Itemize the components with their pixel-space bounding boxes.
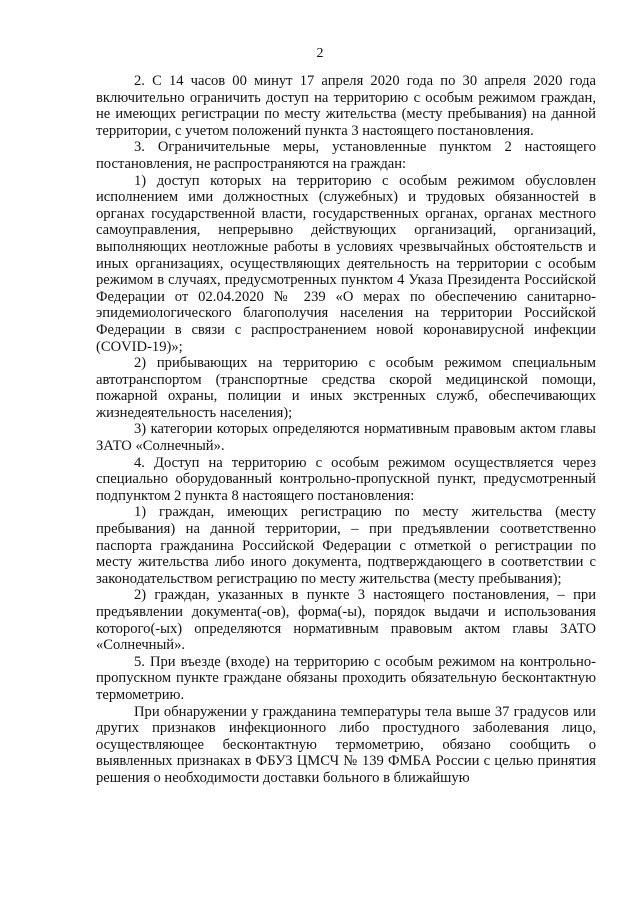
paragraph-item-2: 2. С 14 часов 00 минут 17 апреля 2020 года по 30 апреля 2020 года включительно ограничить доступ на территорию с особым режимом граждан, не имеющих регистрации по месту жительства (месту пребывания) на данной территории, с учетом положений пункта 3 настоящего постановления. bbox=[96, 73, 596, 139]
paragraph-item-4: 4. Доступ на территорию с особым режимом осуществляется через специально оборудованный контрольно-пропускной пункт, предусмотренный подпунктом 2 пункта 8 настоящего постановления: bbox=[96, 454, 596, 504]
paragraph-item-3: 3. Ограничительные меры, установленные пунктом 2 настоящего постановления, не распространяются на граждан: bbox=[96, 139, 596, 172]
page-number: 2 bbox=[316, 46, 324, 61]
paragraph-item-4-subitem-2: 2) граждан, указанных в пункте 3 настоящего постановления, – при предъявлении документа(-ов), форма(-ы), порядок выдачи и использования которого(-ых) определяются нормативным правовым актом главы ЗАТО «Солнечный». bbox=[96, 587, 596, 654]
paragraph-item-3-subitem-2: 2) прибывающих на территорию с особым режимом специальным автотранспортом (транспортные средства скорой медицинской помощи, пожарной охраны, полиции и иных экстренных служб, обеспечивающих жизнедеятельность населения); bbox=[96, 355, 596, 421]
paragraph-item-5: 5. При въезде (входе) на территорию с особым режимом на контрольно-пропускном пункте граждане обязаны проходить обязательную бесконтактную термометрию. bbox=[96, 653, 596, 703]
paragraph-item-4-subitem-1: 1) граждан, имеющих регистрацию по месту жительства (месту пребывания) на данной территории, – при предъявлении соответственно паспорта гражданина Российской Федерации с отметкой о регистрации по месту жительства либо иного документа, подтверждающего в соответствии с законодательством регистрацию по месту жительства (месту пребывания); bbox=[96, 504, 596, 587]
document-body bbox=[96, 73, 596, 787]
paragraph-temperature-check: При обнаружении у гражданина температуры тела выше 37 градусов или других признаков инфекционного либо простудного заболевания лицо, осуществляющее бесконтактную термометрию, обязано сообщить о выявленных признаках в ФБУЗ ЦМСЧ № 139 ФМБА России с целью принятия решения о необходимости доставки больного в ближайшую bbox=[96, 703, 596, 786]
paragraph-item-3-subitem-1: 1) доступ которых на территорию с особым режимом обусловлен исполнением ими должностных (служебных) и трудовых обязанностей в органах государственной власти, государственных органах, органах местного самоуправления, непрерывно действующих организаций, организаций, выполняющих неотложные работы в условиях чрезвычайных обстоятельств и иных организациях, осуществляющих деятельность на территории с особым режимом в случаях, предусмотренных пунктом 4 Указа Президента Российской Федерации от 02.04.2020 № 239 «О мерах по обеспечению санитарно-эпидемиологического благополучия населения на территории Российской Федерации в связи с распространением новой коронавирусной инфекции (COVID-19)»; bbox=[96, 172, 596, 355]
paragraph-item-3-subitem-3: 3) категории которых определяются нормативным правовым актом главы ЗАТО «Солнечный». bbox=[96, 421, 596, 455]
